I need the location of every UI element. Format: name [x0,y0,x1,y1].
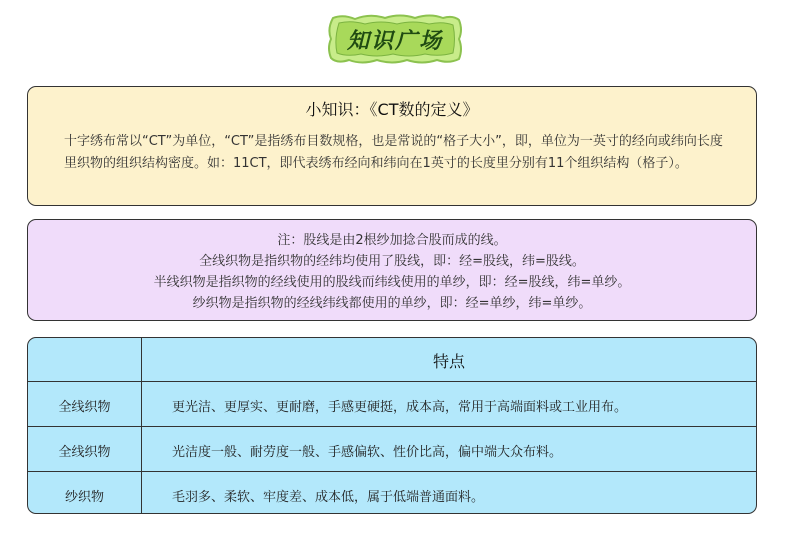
table-grid [28,338,756,513]
banner [325,12,465,66]
table-header-features: 特点 [432,352,465,371]
fabric-name: 纱织物 [64,490,104,505]
fabric-feature: 毛羽多、柔软、牢度差、成本低，属于低端普通面料。 [172,490,485,505]
fabric-feature: 更光洁、更厚实、更耐磨，手感更硬挺，成本高，常用于高端面料或工业用布。 [172,400,628,415]
feature-table [27,337,757,514]
info-box-body: 十字绣布常以“CT”为单位，“CT”是指绣布目数规格，也是常说的“格子大小”，即，单位为一英寸的经向或纬向长度里织物的组织结构密度。如：11CT，即代表绣布经向和纬向在1英寸的长度里分别有11个组织结构（格子）。 [64,134,723,171]
note-line: 全线织物是指织物的经纬均使用了股线，即：经=股线，纬=股线。 [199,254,585,269]
note-line: 半线织物是指织物的经线使用的股线而纬线使用的单纱，即：经=股线，纬=单纱。 [153,275,631,290]
note-line: 纱织物是指织物的经线纬线都使用的单纱，即：经=单纱，纬=单纱。 [192,296,592,311]
banner-title: 知识广场 [346,27,443,54]
note-box [27,219,757,321]
note-line: 注：股线是由2根纱加捻合股而成的线。 [277,233,507,248]
fabric-name: 全线织物 [58,445,111,460]
info-box-title: 小知识：《CT数的定义》 [305,100,479,119]
info-box [27,86,757,206]
fabric-name: 全线织物 [58,400,111,415]
row-divider [28,426,756,427]
row-divider [28,381,756,382]
fabric-feature: 光洁度一般、耐劳度一般、手感偏软、性价比高，偏中端大众布料。 [172,445,563,460]
row-divider [28,471,756,472]
note-lines [28,230,756,314]
